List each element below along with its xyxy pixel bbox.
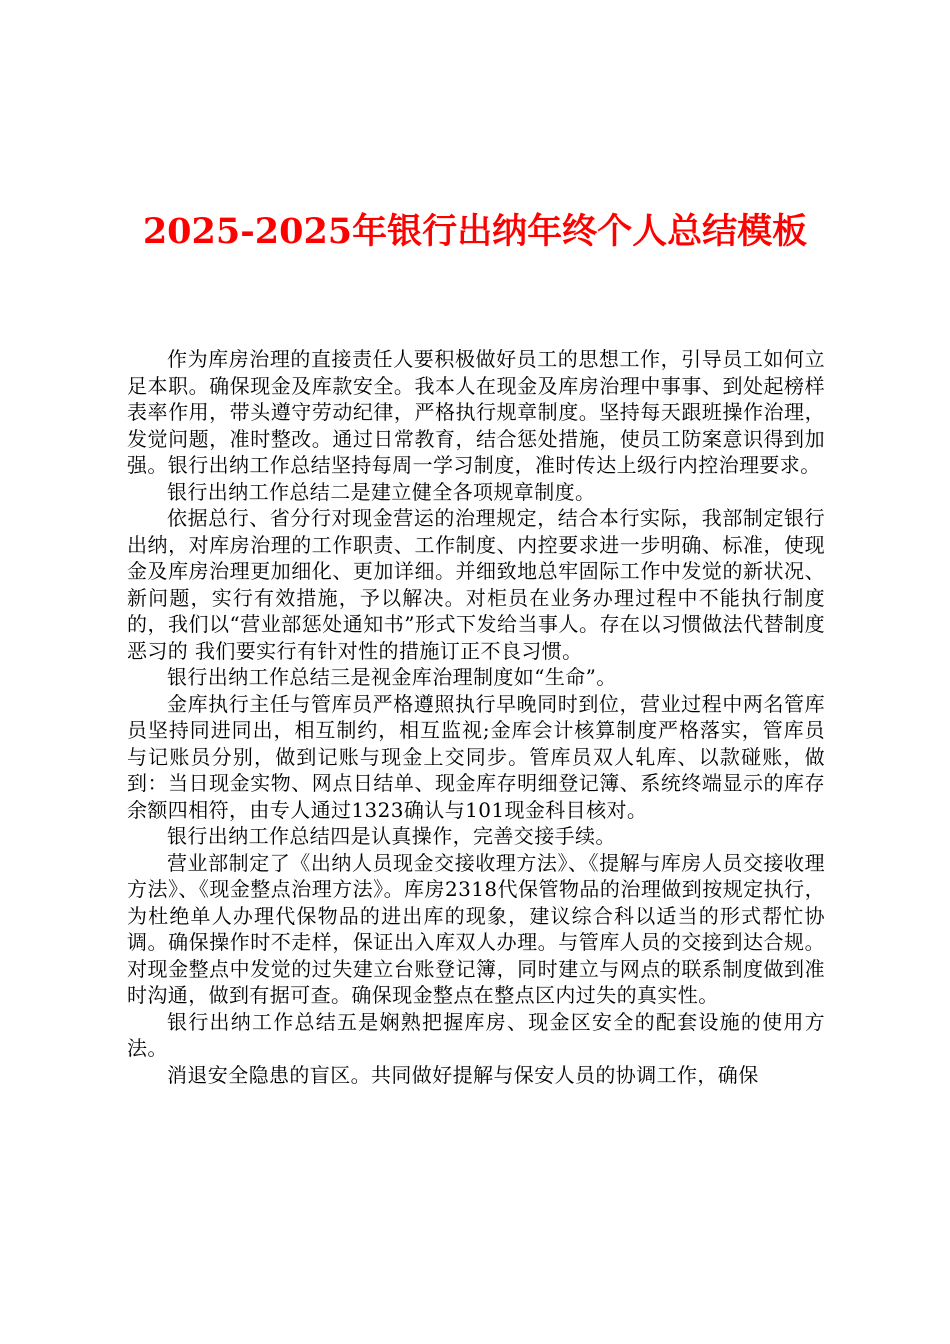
paragraph: 银行出纳工作总结三是视金库治理制度如“生命”。 xyxy=(167,665,617,689)
paragraph: 作为库房治理的直接责任人要积极做好员工的思想工作，引导员工如何立足本职。确保现金及库款安全。我本人在现金及库房治理中事事、到处起榜样表率作用，带头遵守劳动纪律，严格执行规章制度。坚持每天跟班操作治理，发觉问题，准时整改。通过日常教育，结合惩处措施，使员工防案意识得到加强。银行出纳工作总结坚持每周一学习制度，准时传达上级行内控治理要求。 xyxy=(127,347,825,477)
paragraph: 银行出纳工作总结二是建立健全各项规章制度。 xyxy=(167,479,596,504)
paragraph: 金库执行主任与管库员严格遵照执行早晚同时到位，营业过程中两名管库员坚持同进同出，相互制约，相互监视;金库会计核算制度严格落实，管库员与记账员分别，做到记账与现金上交同步。管库员双人轧库、以款碰账，做到：当日现金实物、网点日结单、现金库存明细登记簿、系统终端显示的库存余额四相符，由专人通过1323确认与101现金科目核对。 xyxy=(127,691,825,822)
paragraph: 依据总行、省分行对现金营运的治理规定，结合本行实际，我部制定银行出纳，对库房治理的工作职责、工作制度、内控要求进一步明确、标准，使现金及库房治理更加细化、更加详细。并细致地总牢固际工作中发觉的新状况、新问题，实行有效措施，予以解决。对柜员在业务办理过程中不能执行制度的，我们以“营业部惩处通知书”形式下发给当事人。存在以习惯做法代替制度恶习的 我们要实行有针对性的措施订正不良习惯。 xyxy=(127,506,825,663)
paragraph: 营业部制定了《出纳人员现金交接收理方法》、《提解与库房人员交接收理方法》、《现金整点治理方法》。库房2318代保管物品的治理做到按规定执行，为杜绝单人办理代保物品的进出库的现象，建议综合科以适当的形式帮忙协调。确保操作时不走样，保证出入库双人办理。与管库人员的交接到达合规。对现金整点中发觉的过失建立台账登记簿，同时建立与网点的联系制度做到准时沟通，做到有据可查。确保现金整点在整点区内过失的真实性。 xyxy=(127,850,825,1007)
document-title: 2025-2025年银行出纳年终个人总结模板 xyxy=(142,211,808,252)
paragraph: 银行出纳工作总结四是认真操作，完善交接手续。 xyxy=(167,824,616,848)
document-body xyxy=(127,346,825,1088)
paragraph: 银行出纳工作总结五是娴熟把握库房、现金区安全的配套设施的使用方法。 xyxy=(127,1009,825,1060)
paragraph: 消退安全隐患的盲区。共同做好提解与保安人员的协调工作，确保 xyxy=(167,1062,759,1087)
